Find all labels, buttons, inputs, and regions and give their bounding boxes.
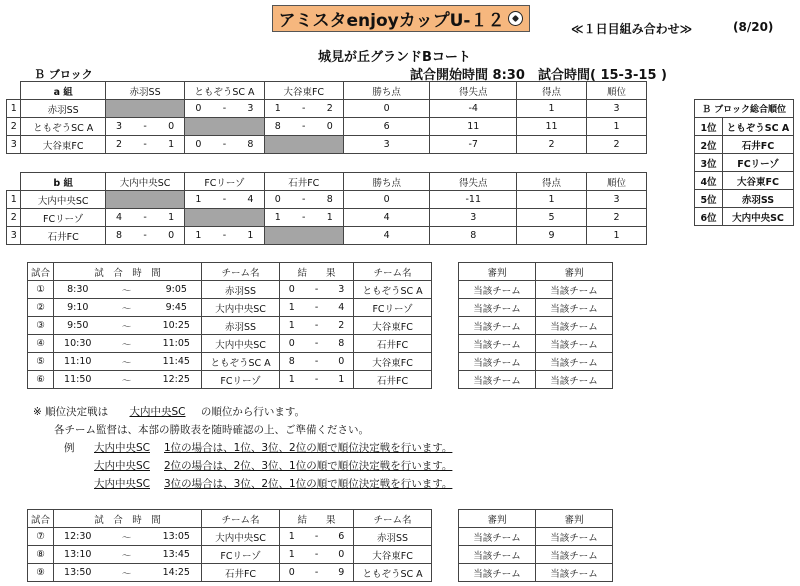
score-dash: - — [132, 209, 158, 227]
list-item — [695, 190, 794, 208]
table-row — [459, 281, 613, 299]
overall-team: ともぞうSC A — [723, 118, 794, 136]
end-time: 13:05 — [152, 528, 202, 546]
group-label: b 組 — [21, 173, 105, 191]
stat-header: 得点 — [517, 82, 587, 100]
away-score: 8 — [330, 335, 354, 353]
referee-1: 当該チーム — [459, 317, 536, 335]
points: 4 — [343, 209, 430, 227]
row-number: 2 — [7, 118, 21, 136]
table-row — [459, 353, 613, 371]
table-row — [459, 546, 613, 564]
overall-position: 4位 — [695, 172, 723, 190]
score-right: 8 — [237, 136, 264, 154]
day-label: ≪１日目組み合わせ≫ — [571, 22, 693, 36]
score-dash: - — [304, 299, 330, 317]
score-dash: - — [304, 317, 330, 335]
points: 4 — [343, 227, 430, 245]
overall-position: 1位 — [695, 118, 723, 136]
overall-title: Ｂ ブロック総合順位 — [695, 100, 794, 118]
start-time: 11:10 — [54, 353, 102, 371]
match-number: ⑦ — [28, 528, 54, 546]
stat-header: 順位 — [587, 82, 647, 100]
score-left: 1 — [264, 100, 291, 118]
away-score: 0 — [330, 546, 354, 564]
start-time: 13:50 — [54, 564, 102, 582]
match-number: ⑨ — [28, 564, 54, 582]
table-row — [28, 335, 432, 353]
score-left: 1 — [185, 227, 212, 245]
match-header: 試合 — [28, 263, 54, 281]
away-score: 1 — [330, 371, 354, 389]
goals-for: 11 — [517, 118, 587, 136]
stat-header: 得失点 — [430, 173, 517, 191]
result-header: 結 果 — [280, 263, 354, 281]
team-name: 赤羽SS — [21, 100, 106, 118]
score-left: 1 — [264, 209, 291, 227]
score-left: 8 — [264, 118, 291, 136]
away-score: 3 — [330, 281, 354, 299]
away-score: 6 — [330, 528, 354, 546]
start-time: 13:10 — [54, 546, 102, 564]
score-dash: - — [212, 227, 238, 245]
table-row — [28, 564, 432, 582]
away-team: ともぞうSC A — [354, 564, 432, 582]
example-team: 大内中央SC — [94, 478, 150, 490]
self-match-cell — [264, 227, 343, 245]
referee-table-2 — [458, 509, 613, 582]
score-right: 0 — [158, 118, 185, 136]
stat-header: 得失点 — [430, 82, 517, 100]
home-score: 0 — [280, 281, 304, 299]
rank: 1 — [587, 118, 647, 136]
time-separator: 〜 — [102, 299, 152, 317]
rank: 3 — [587, 191, 647, 209]
goal-difference: -7 — [430, 136, 517, 154]
goals-for: 5 — [517, 209, 587, 227]
table-row — [459, 299, 613, 317]
overall-position: 5位 — [695, 190, 723, 208]
team-name: 石井FC — [21, 227, 105, 245]
score-dash: - — [132, 118, 158, 136]
overall-team: FCリーゾ — [723, 154, 794, 172]
home-team: FCリーゾ — [202, 371, 280, 389]
score-dash: - — [304, 353, 330, 371]
home-score: 1 — [280, 546, 304, 564]
start-time: 8:30 — [54, 281, 102, 299]
soccer-ball-icon — [508, 11, 523, 26]
referee-2: 当該チーム — [536, 299, 613, 317]
start-time: 試合開始時間 8:30 — [410, 68, 525, 83]
empty-cell — [7, 82, 21, 100]
home-team: 石井FC — [202, 564, 280, 582]
away-team: 石井FC — [354, 371, 432, 389]
example-text: 2位の場合は、2位、3位、1位の順で順位決定戦を行います。 — [164, 460, 453, 472]
referee-1: 当該チーム — [459, 528, 536, 546]
home-team: FCリーゾ — [202, 546, 280, 564]
notes-line-1 — [33, 404, 305, 419]
referee-2: 当該チーム — [536, 371, 613, 389]
match-number: ⑧ — [28, 546, 54, 564]
team-name: 大谷東FC — [21, 136, 106, 154]
home-score: 1 — [280, 371, 304, 389]
self-match-cell — [185, 209, 264, 227]
end-time: 12:25 — [152, 371, 202, 389]
end-time: 13:45 — [152, 546, 202, 564]
overall-position: 3位 — [695, 154, 723, 172]
start-time: 10:30 — [54, 335, 102, 353]
time-separator: 〜 — [102, 528, 152, 546]
referee-2: 当該チーム — [536, 281, 613, 299]
score-dash: - — [291, 118, 317, 136]
match-time: 試合時間( 15-3-15 ) — [538, 68, 667, 83]
referee-1: 当該チーム — [459, 371, 536, 389]
time-separator: 〜 — [102, 281, 152, 299]
start-time: 9:50 — [54, 317, 102, 335]
score-left: 0 — [185, 136, 212, 154]
self-match-cell — [185, 118, 264, 136]
home-team: ともぞうSC A — [202, 353, 280, 371]
goal-difference: 3 — [430, 209, 517, 227]
home-score: 1 — [280, 317, 304, 335]
away-score: 2 — [330, 317, 354, 335]
score-dash: - — [212, 191, 238, 209]
b-group-table — [6, 172, 647, 245]
away-team: 赤羽SS — [354, 528, 432, 546]
team-header: チーム名 — [354, 263, 432, 281]
opponent-header: FCリーゾ — [185, 173, 264, 191]
time-separator: 〜 — [102, 335, 152, 353]
table-row — [28, 371, 432, 389]
opponent-header: 大谷東FC — [264, 82, 343, 100]
stat-header: 得点 — [517, 173, 587, 191]
goals-for: 1 — [517, 191, 587, 209]
table-row — [459, 564, 613, 582]
goals-for: 9 — [517, 227, 587, 245]
score-dash: - — [304, 371, 330, 389]
home-score: 0 — [280, 564, 304, 582]
example-label: 例 — [64, 442, 75, 454]
referee-1: 当該チーム — [459, 335, 536, 353]
empty-cell — [7, 173, 21, 191]
time-separator: 〜 — [102, 371, 152, 389]
match-number: ④ — [28, 335, 54, 353]
score-right: 4 — [237, 191, 264, 209]
away-score: 9 — [330, 564, 354, 582]
away-team: 大谷東FC — [354, 546, 432, 564]
end-time: 11:45 — [152, 353, 202, 371]
end-time: 9:05 — [152, 281, 202, 299]
opponent-header: 赤羽SS — [105, 82, 184, 100]
start-time: 11:50 — [54, 371, 102, 389]
list-item — [695, 154, 794, 172]
referee-header: 審判 — [536, 510, 613, 528]
table-row — [28, 299, 432, 317]
referee-header-row — [459, 263, 613, 281]
block-label: Ｂ ブロック — [34, 68, 93, 81]
table-row — [459, 317, 613, 335]
overall-team: 大谷東FC — [723, 172, 794, 190]
schedule-table-2 — [27, 509, 432, 582]
table-row — [7, 118, 647, 136]
team-name: FCリーゾ — [21, 209, 105, 227]
table-row — [7, 136, 647, 154]
score-dash: - — [212, 136, 238, 154]
table-row — [28, 281, 432, 299]
score-right: 3 — [237, 100, 264, 118]
rank: 1 — [587, 227, 647, 245]
example-team: 大内中央SC — [94, 442, 150, 454]
away-team: 大谷東FC — [354, 317, 432, 335]
referee-2: 当該チーム — [536, 353, 613, 371]
row-number: 3 — [7, 136, 21, 154]
table-row — [7, 209, 647, 227]
points: 0 — [343, 191, 430, 209]
goals-for: 1 — [517, 100, 587, 118]
table-row — [28, 317, 432, 335]
points: 6 — [343, 118, 430, 136]
match-number: ⑥ — [28, 371, 54, 389]
table-row — [7, 191, 647, 209]
score-dash: - — [132, 227, 158, 245]
score-left: 0 — [185, 100, 212, 118]
score-left: 8 — [105, 227, 132, 245]
referee-2: 当該チーム — [536, 335, 613, 353]
table-row — [459, 528, 613, 546]
home-score: 1 — [280, 299, 304, 317]
table-row — [459, 335, 613, 353]
overall-ranking-table — [694, 99, 794, 226]
home-score: 0 — [280, 335, 304, 353]
points: 0 — [343, 100, 430, 118]
referee-header-row — [459, 510, 613, 528]
referee-1: 当該チーム — [459, 564, 536, 582]
time-separator: 〜 — [102, 317, 152, 335]
score-right: 1 — [317, 209, 344, 227]
home-team: 大内中央SC — [202, 299, 280, 317]
match-number: ② — [28, 299, 54, 317]
referee-1: 当該チーム — [459, 353, 536, 371]
score-dash: - — [212, 100, 238, 118]
score-right: 1 — [237, 227, 264, 245]
row-number: 3 — [7, 227, 21, 245]
goal-difference: 8 — [430, 227, 517, 245]
team-header: チーム名 — [354, 510, 432, 528]
time-separator: 〜 — [102, 353, 152, 371]
schedule-table-1 — [27, 262, 432, 389]
away-team: 石井FC — [354, 335, 432, 353]
team-header: チーム名 — [202, 510, 280, 528]
example-text: 3位の場合は、3位、2位、1位の順で順位決定戦を行います。 — [164, 478, 453, 490]
away-team: 大谷東FC — [354, 353, 432, 371]
time-header: 試 合 時 間 — [54, 263, 202, 281]
overall-team: 赤羽SS — [723, 190, 794, 208]
away-team: FCリーゾ — [354, 299, 432, 317]
group-header-row — [7, 82, 647, 100]
referee-table-1 — [458, 262, 613, 389]
time-separator: 〜 — [102, 564, 152, 582]
home-team: 赤羽SS — [202, 317, 280, 335]
referee-2: 当該チーム — [536, 564, 613, 582]
schedule-header-row — [28, 263, 432, 281]
goal-difference: -11 — [430, 191, 517, 209]
date-label: (8/20) — [733, 20, 774, 34]
example-text: 1位の場合は、1位、3位、2位の順で順位決定戦を行います。 — [164, 442, 453, 454]
example-line — [94, 458, 452, 473]
home-score: 1 — [280, 528, 304, 546]
start-time: 12:30 — [54, 528, 102, 546]
score-dash: - — [304, 546, 330, 564]
team-name: ともぞうSC A — [21, 118, 106, 136]
table-row — [28, 528, 432, 546]
result-header: 結 果 — [280, 510, 354, 528]
rank: 3 — [587, 100, 647, 118]
match-header: 試合 — [28, 510, 54, 528]
row-number: 1 — [7, 191, 21, 209]
away-score: 4 — [330, 299, 354, 317]
referee-header: 審判 — [536, 263, 613, 281]
goals-for: 2 — [517, 136, 587, 154]
score-dash: - — [291, 209, 317, 227]
referee-1: 当該チーム — [459, 546, 536, 564]
match-number: ③ — [28, 317, 54, 335]
overall-team: 石井FC — [723, 136, 794, 154]
referee-2: 当該チーム — [536, 528, 613, 546]
goal-difference: 11 — [430, 118, 517, 136]
referee-2: 当該チーム — [536, 317, 613, 335]
team-name: 大内中央SC — [21, 191, 105, 209]
score-dash: - — [304, 564, 330, 582]
row-number: 2 — [7, 209, 21, 227]
notes-line-2: 各チーム監督は、本部の勝敗表を随時確認の上、ご準備ください。 — [54, 424, 369, 436]
opponent-header: 石井FC — [264, 173, 343, 191]
match-number: ⑤ — [28, 353, 54, 371]
score-dash: - — [291, 191, 317, 209]
time-separator: 〜 — [102, 546, 152, 564]
score-left: 4 — [105, 209, 132, 227]
stat-header: 順位 — [587, 173, 647, 191]
self-match-cell — [105, 100, 184, 118]
referee-1: 当該チーム — [459, 299, 536, 317]
home-team: 赤羽SS — [202, 281, 280, 299]
score-left: 3 — [105, 118, 132, 136]
row-number: 1 — [7, 100, 21, 118]
group-header-row — [7, 173, 647, 191]
points: 3 — [343, 136, 430, 154]
tournament-title — [272, 5, 530, 32]
a-group-table — [6, 81, 647, 154]
table-row — [7, 100, 647, 118]
table-row — [7, 227, 647, 245]
rank: 2 — [587, 209, 647, 227]
table-row — [28, 353, 432, 371]
stat-header: 勝ち点 — [343, 82, 430, 100]
score-dash: - — [304, 281, 330, 299]
opponent-header: ともぞうSC A — [185, 82, 264, 100]
referee-1: 当該チーム — [459, 281, 536, 299]
end-time: 14:25 — [152, 564, 202, 582]
example-team: 大内中央SC — [94, 460, 150, 472]
referee-header: 審判 — [459, 263, 536, 281]
note-team: 大内中央SC — [129, 406, 186, 418]
score-right: 0 — [317, 118, 344, 136]
self-match-cell — [264, 136, 343, 154]
time-header: 試 合 時 間 — [54, 510, 202, 528]
home-score: 8 — [280, 353, 304, 371]
list-item — [695, 136, 794, 154]
score-right: 1 — [158, 136, 185, 154]
score-right: 0 — [158, 227, 185, 245]
home-team: 大内中央SC — [202, 335, 280, 353]
schedule-header-row — [28, 510, 432, 528]
score-right: 8 — [317, 191, 344, 209]
team-header: チーム名 — [202, 263, 280, 281]
overall-position: 2位 — [695, 136, 723, 154]
score-left: 2 — [105, 136, 132, 154]
list-item — [695, 208, 794, 226]
self-match-cell — [105, 191, 184, 209]
example-line — [94, 440, 452, 455]
table-row — [459, 371, 613, 389]
rank: 2 — [587, 136, 647, 154]
opponent-header: 大内中央SC — [105, 173, 184, 191]
group-label: a 組 — [21, 82, 106, 100]
stat-header: 勝ち点 — [343, 173, 430, 191]
overall-team: 大内中央SC — [723, 208, 794, 226]
match-number: ① — [28, 281, 54, 299]
overall-header-row — [695, 100, 794, 118]
table-row — [28, 546, 432, 564]
away-score: 0 — [330, 353, 354, 371]
score-right: 1 — [158, 209, 185, 227]
score-dash: - — [304, 528, 330, 546]
referee-header: 審判 — [459, 510, 536, 528]
note-prefix: ※ 順位決定戦は — [33, 406, 109, 418]
list-item — [695, 118, 794, 136]
score-dash: - — [304, 335, 330, 353]
list-item — [695, 172, 794, 190]
note-suffix: の順位から行います。 — [200, 406, 305, 418]
title-text: アミスタenjoyカップU-１２ — [278, 11, 505, 31]
score-dash: - — [291, 100, 317, 118]
start-time: 9:10 — [54, 299, 102, 317]
end-time: 9:45 — [152, 299, 202, 317]
away-team: ともぞうSC A — [354, 281, 432, 299]
home-team: 大内中央SC — [202, 528, 280, 546]
end-time: 10:25 — [152, 317, 202, 335]
overall-position: 6位 — [695, 208, 723, 226]
score-right: 2 — [317, 100, 344, 118]
score-left: 0 — [264, 191, 291, 209]
score-dash: - — [132, 136, 158, 154]
referee-2: 当該チーム — [536, 546, 613, 564]
end-time: 11:05 — [152, 335, 202, 353]
venue: 城見が丘グランドBコート — [318, 50, 471, 65]
goal-difference: -4 — [430, 100, 517, 118]
score-left: 1 — [185, 191, 212, 209]
example-line — [94, 476, 452, 491]
